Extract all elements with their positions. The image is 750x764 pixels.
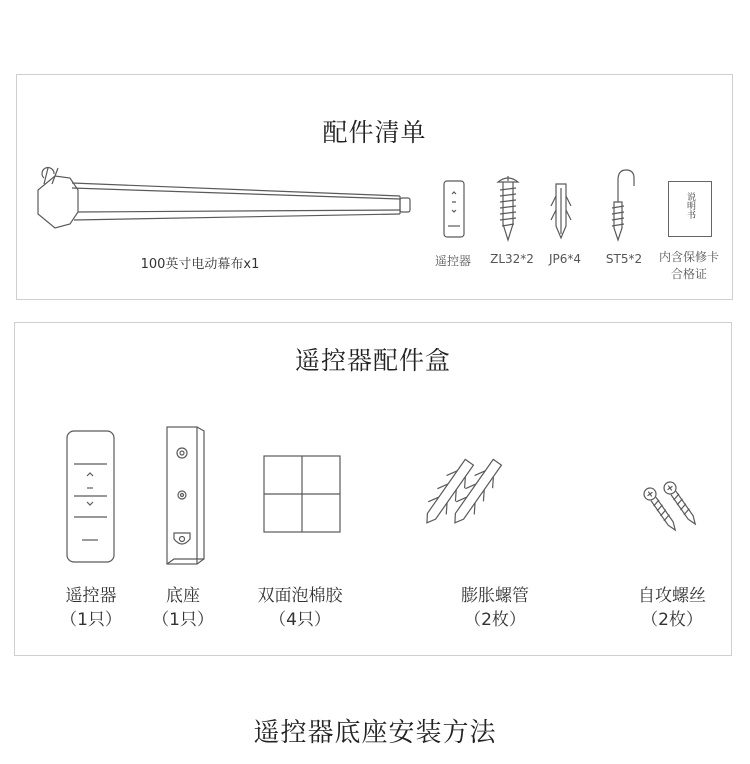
hook-screw-icon <box>604 166 638 244</box>
screw-item-label <box>617 584 727 632</box>
base-qty: （1只） <box>152 610 214 630</box>
manual-label-line2: 合格证 <box>670 267 707 281</box>
remote-item-label <box>51 584 131 632</box>
manual-label-line1: 内含保修卡 <box>658 250 719 264</box>
remote-small-icon <box>443 180 465 240</box>
base-item-label <box>143 584 223 632</box>
screw-name: 自攻螺丝 <box>638 586 706 606</box>
install-method-title: 遥控器底座安装方法 <box>253 718 497 748</box>
remote-box-title: 遥控器配件盒 <box>294 346 451 375</box>
item-label-manual <box>650 249 728 283</box>
screw-icon <box>496 174 520 246</box>
remote-icon <box>66 430 116 565</box>
item-label-remote: 遥控器 <box>434 254 471 268</box>
foam-tape-icon <box>263 455 343 535</box>
remote-base-icon <box>164 425 210 567</box>
tube-qty: （2枚） <box>464 610 526 630</box>
self-tapping-screw-icon <box>640 472 700 532</box>
item-label-st5: ST5*2 <box>605 252 643 266</box>
screw-qty: （2枚） <box>641 610 703 630</box>
remote-name: 遥控器 <box>65 586 117 606</box>
foam-item-label <box>240 584 360 632</box>
manual-booklet-icon <box>668 181 712 237</box>
remote-qty: （1只） <box>60 610 122 630</box>
base-name: 底座 <box>166 586 200 606</box>
foam-name: 双面泡棉胶 <box>257 586 343 606</box>
screen-label: 100英寸电动幕布x1 <box>140 257 260 272</box>
accessory-list-title: 配件清单 <box>322 118 427 147</box>
expansion-tube-icon <box>440 460 540 540</box>
wall-anchor-icon <box>550 182 572 240</box>
tube-name: 膨胀螺管 <box>461 586 529 606</box>
foam-qty: （4只） <box>269 610 331 630</box>
item-label-zl32: ZL32*2 <box>490 252 534 266</box>
item-label-jp6: JP6*4 <box>548 252 582 266</box>
tube-item-label <box>440 584 550 632</box>
booklet-text: 说明书 <box>685 192 695 219</box>
